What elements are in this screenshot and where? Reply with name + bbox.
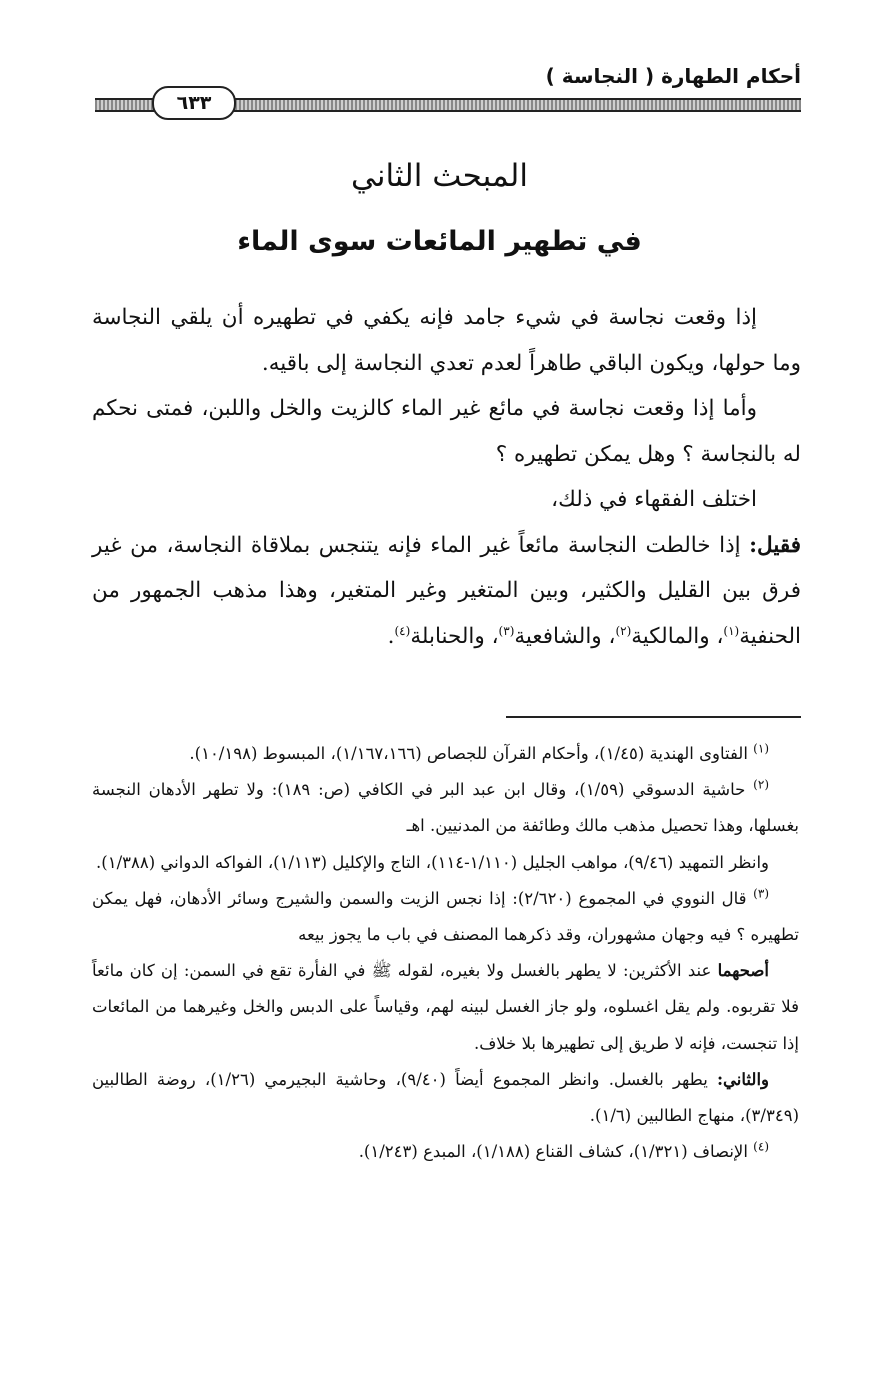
paragraph-2: وأما إذا وقعت نجاسة في مائع غير الماء كالزيت والخل واللبن، فمتى نحكم له بالنجاسة ؟ وهل يمكن تطهيره ؟ (92, 396, 801, 467)
footnote-2 (92, 772, 799, 844)
section-title: المبحث الثاني (351, 158, 528, 194)
footnote-3-text: قال النووي في المجموع (٢/٦٢٠): إذا نجس الزيت والسمن والشيرج وسائر الأدهان، فهل يمكن تطهيره ؟ فيه وجهان مشهوران، وقد ذكرهما المصنف في باب ما يجوز بيعه (92, 888, 799, 945)
footnote-4 (92, 1134, 799, 1170)
footnote-ref-4[interactable]: (٤) (394, 623, 411, 638)
footnote-3-part-c-lead: والثاني: (716, 1069, 769, 1089)
footnote-4-mark: (٤) (753, 1139, 769, 1154)
paragraph-4-text-a: إذا خالطت النجاسة مائعاً غير الماء فإنه يتنجس بملاقاة النجاسة، من غير فرق بين القليل والكثير، وبين المتغير وغير المتغير، وهذا مذهب الجمهور من الحنفية (92, 532, 801, 649)
paragraph-4-text-c: ، والشافعية (514, 623, 616, 649)
footnote-ref-3[interactable]: (٣) (498, 623, 515, 638)
main-text (92, 295, 801, 659)
footnote-3-part-b-text: عند الأكثرين: لا يطهر بالغسل ولا بغيره، لقوله ﷺ في الفأرة تقع في السمن: إن كان مائعاً فلا تقربوه. ولم يقل اغسلوه، ولو جاز الغسل لبينه لهم، وقياساً على الدبس والخل وغيرهما من المائعات إذا تنجست، فإنه لا طريق إلى تطهيرها بلا خلاف. (92, 961, 799, 1053)
footnote-2-continued: وانظر التمهيد (٩/٤٦)، مواهب الجليل (١/١١٠-١١٤)، التاج والإكليل (١/١١٣)، الفواكه الدواني (١/٣٨٨). (96, 852, 769, 872)
paragraph-4-text-e: . (387, 623, 395, 649)
paragraph-4-lead: فقيل: (749, 532, 801, 558)
footnote-separator (506, 716, 801, 718)
paragraph-3: اختلف الفقهاء في ذلك، (551, 487, 757, 512)
footnotes (92, 736, 799, 1170)
footnote-2-text: حاشية الدسوقي (١/٥٩)، وقال ابن عبد البر في الكافي (ص: ١٨٩): ولا تطهر الأدهان النجسة بغسلها، وهذا تحصيل مذهب مالك وطائفة من المدنيين. اهـ (92, 780, 799, 836)
footnote-4-text: الإنصاف (١/٣٢١)، كشاف القناع (١/١٨٨)، المبدع (١/٢٤٣). (358, 1142, 754, 1162)
footnote-3-part-c-text: يطهر بالغسل. وانظر المجموع أيضاً (٩/٤٠)، وحاشية البجيرمي (١/٢٦)، روضة الطالبين (٣/٣٤٩)، منهاج الطالبين (١/٦). (92, 1069, 799, 1126)
footnote-1-mark: (١) (753, 741, 769, 756)
running-header-title: أحكام الطهارة ( النجاسة ) (545, 64, 801, 88)
footnote-1-text: الفتاوى الهندية (١/٤٥)، وأحكام القرآن للجصاص (١/١٦٧،١٦٦)، المبسوط (١٠/١٩٨). (189, 744, 754, 763)
footnote-3-mark: (٣) (753, 886, 769, 901)
footnote-3-part-b (92, 953, 799, 1062)
paragraph-4-text-d: ، والحنابلة (410, 623, 499, 649)
footnote-3 (92, 881, 799, 953)
footnote-1 (92, 736, 799, 772)
paragraph-4 (92, 523, 801, 660)
footnote-ref-1[interactable]: (١) (723, 623, 740, 638)
paragraph-4-text-b: ، والمالكية (631, 623, 724, 649)
section-subtitle: في تطهير المائعات سوى الماء (237, 226, 642, 257)
page-number: ٦٣٣ (152, 86, 236, 120)
footnote-3-part-c (92, 1062, 799, 1134)
footnote-2-mark: (٢) (753, 777, 769, 792)
footnote-3-part-b-lead: أصحهما (717, 961, 769, 981)
footnote-ref-2[interactable]: (٢) (615, 623, 632, 638)
paragraph-1: إذا وقعت نجاسة في شيء جامد فإنه يكفي في تطهيره أن يلقي النجاسة وما حولها، ويكون الباقي طاهراً لعدم تعدي النجاسة إلى باقيه. (92, 305, 801, 376)
